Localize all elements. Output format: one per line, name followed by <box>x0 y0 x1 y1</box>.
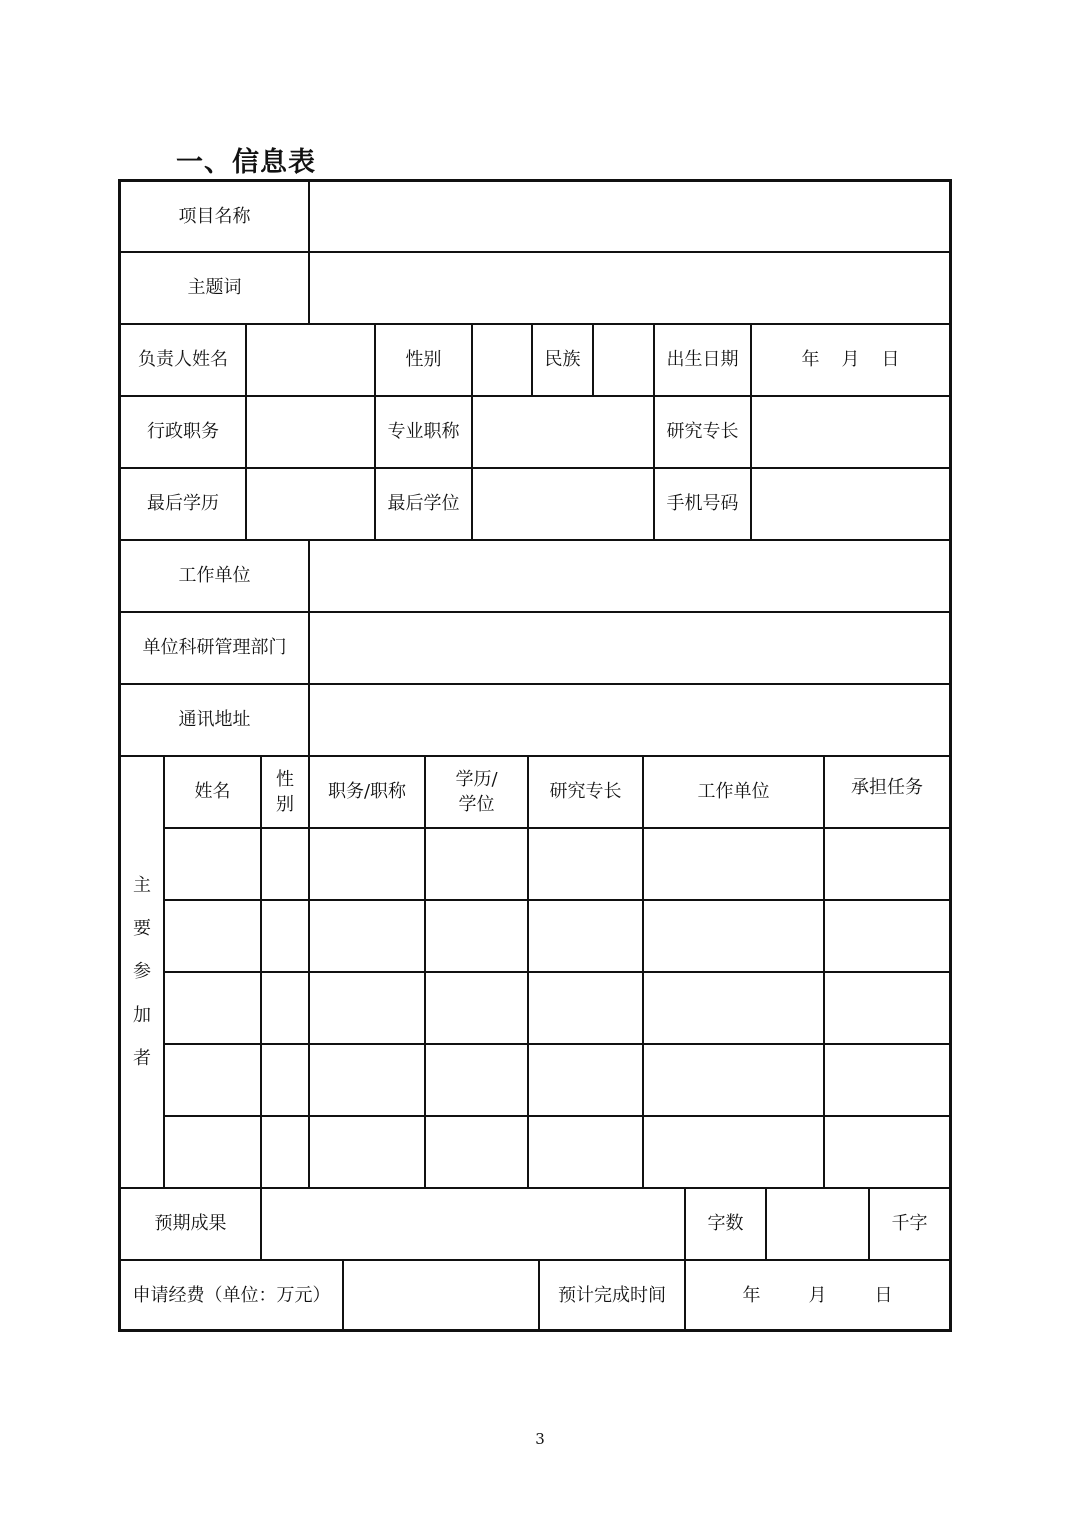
birth-month-unit: 月 <box>841 349 860 371</box>
label-pro-title: 专业职称 <box>387 421 460 443</box>
participant-row-1[interactable] <box>165 829 949 899</box>
funding-field[interactable] <box>344 1261 538 1330</box>
project-name-field[interactable] <box>310 182 949 251</box>
label-last-education: 最后学历 <box>147 493 219 515</box>
completion-year-unit: 年 <box>742 1284 761 1306</box>
header-participant-gender: 性 别 <box>276 768 294 815</box>
word-count-field[interactable] <box>767 1189 868 1259</box>
gender-field[interactable] <box>473 325 531 395</box>
label-leader-name: 负责人姓名 <box>138 349 228 371</box>
header-participant-specialty: 研究专长 <box>549 781 622 803</box>
completion-date-field[interactable] <box>686 1261 949 1330</box>
header-participant-name: 姓名 <box>194 781 231 803</box>
label-work-unit: 工作单位 <box>178 565 251 587</box>
participants-section-label: 主 要 参 加 者 <box>133 875 151 1069</box>
admin-post-field[interactable] <box>247 397 374 467</box>
mobile-field[interactable] <box>752 469 949 539</box>
last-education-field[interactable] <box>247 469 374 539</box>
participant-row-4[interactable] <box>165 1045 949 1115</box>
label-gender: 性别 <box>405 349 442 371</box>
label-word-count: 字数 <box>707 1213 744 1235</box>
label-project-name: 项目名称 <box>178 205 251 227</box>
birth-date-field[interactable] <box>752 325 949 395</box>
label-completion-time: 预计完成时间 <box>558 1284 666 1306</box>
label-expected-results: 预期成果 <box>154 1213 227 1235</box>
label-thousand-chars: 千字 <box>891 1213 928 1235</box>
label-research-specialty: 研究专长 <box>666 421 739 443</box>
work-unit-field[interactable] <box>310 541 949 611</box>
pro-title-field[interactable] <box>473 397 653 467</box>
leader-name-field[interactable] <box>247 325 374 395</box>
label-last-degree: 最后学位 <box>387 493 460 515</box>
label-address: 通讯地址 <box>178 709 251 731</box>
page-number: 3 <box>535 1430 545 1448</box>
label-admin-post: 行政职务 <box>147 421 219 443</box>
participant-row-2[interactable] <box>165 901 949 971</box>
label-funding: 申请经费（单位：万元） <box>132 1284 331 1306</box>
birth-day-unit: 日 <box>881 349 900 371</box>
header-participant-edu-degree: 学历/ 学位 <box>455 768 498 815</box>
research-dept-field[interactable] <box>310 613 949 683</box>
participant-row-5[interactable] <box>165 1117 949 1187</box>
label-mobile: 手机号码 <box>666 493 739 515</box>
header-participant-work-unit: 工作单位 <box>697 781 770 803</box>
research-specialty-field[interactable] <box>752 397 949 467</box>
header-participant-post-title: 职务/职称 <box>327 781 407 803</box>
birth-year-unit: 年 <box>801 349 820 371</box>
last-degree-field[interactable] <box>473 469 653 539</box>
header-participant-task: 承担任务 <box>851 777 923 799</box>
info-form-table <box>118 179 952 1332</box>
completion-month-unit: 月 <box>808 1284 827 1306</box>
participant-row-3[interactable] <box>165 973 949 1043</box>
page-title: 一、信息表 <box>176 147 316 178</box>
label-birth-date: 出生日期 <box>666 349 739 371</box>
keywords-field[interactable] <box>310 253 949 323</box>
completion-day-unit: 日 <box>874 1284 893 1306</box>
label-research-dept: 单位科研管理部门 <box>142 637 287 659</box>
label-keywords: 主题词 <box>187 277 242 299</box>
address-field[interactable] <box>310 685 949 755</box>
label-ethnicity: 民族 <box>544 349 581 371</box>
ethnicity-field[interactable] <box>594 325 653 395</box>
expected-results-field[interactable] <box>262 1189 684 1259</box>
